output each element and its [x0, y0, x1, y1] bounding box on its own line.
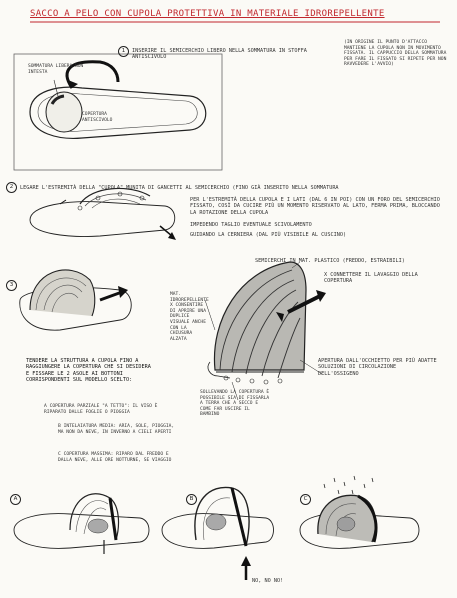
step4-label-c: C: [300, 494, 311, 505]
step2-text2: PER L'ESTREMITÀ DELLA CUPOLA E I LATI (DAL 6 IN POI) CON UN FORO DEL SEMICERCHIO FISSATO, COSÌ DA CUCIRE PIÙ UN MOMENTO RISERVATO AL LATO, FERMA PRIMA, BLOCCANDO LA ROTAZIONE DELLA CUPOLA: [190, 197, 440, 216]
dome-shell: [214, 262, 306, 370]
step3-label-connect: X CONNETTERE IL LAVAGGIO DELLA COPERTURA: [324, 272, 418, 285]
hood-disc: [46, 92, 82, 132]
step3-label-left: MAT. IDROREPELLENTE X CONSENTIRE DI APRIRE UNA DUPLICE VISUALE ANCHE CON LA CHIUSURA ALZATA: [170, 292, 209, 342]
step1-text: INSERIRE IL SEMICERCHIO LIBERO NELLA SOMMATURA IN STOFFA ANTISCIVOLO: [132, 48, 307, 61]
option-a-key: A: [44, 404, 47, 409]
step2-number: 2: [6, 182, 17, 193]
step1-label-top: SOMMATURA LIBERA NON INTESTA: [28, 64, 84, 75]
step3-label-semicircle: SEMICERCHI IN MAT. PLASTICO (FREDDO, ESTRAIBILI): [255, 258, 405, 264]
step2-text: LEGARE L'ESTREMITÀ DELLA "CUPOLA" MUNITA DI GANCETTI AL SEMICERCHIO (FINO GIÀ INSERITO NELLA SOMMATURA: [20, 185, 339, 191]
step4-note-b: NO, NO NO!: [252, 578, 284, 584]
step4-label-b: B: [186, 494, 197, 505]
step1-label-cover: COPERTURA ANTISCIVOLO: [82, 112, 113, 123]
option-b-key: B: [58, 424, 61, 429]
option-c-text: COPERTURA MASSIMA: RIPARO DAL FREDDO E DALLA NEVE, ALLE ORE NOTTURNE, SE VIAGGIO: [58, 452, 172, 463]
step3-dome: [205, 262, 326, 400]
step4-label-a: A: [10, 494, 21, 505]
page-title: SACCO A PELO CON CUPOLA PROTETTIVA IN MATERIALE IDROREPELLENTE: [30, 9, 385, 19]
step3-option-a: [44, 404, 174, 415]
step2-bag: [30, 202, 175, 237]
step3-number: 3: [6, 280, 17, 291]
step1-side-note: (IN ORIGINE IL PUNTO D'ATTACCO MANTIENE LA CUPOLA NON IN MOVIMENTO FISSATA. IL CAPPUCCIO DELLA SOMMATURA PER FARE IL FISSATO SI RIPETE PER NON RAVVEDERE L'AVVIO): [344, 40, 447, 68]
step3-option-b: [58, 424, 178, 435]
step2-sketch: [30, 188, 176, 240]
small-dome: [30, 270, 95, 316]
step4-sketch-a: [14, 494, 149, 554]
option-a-text: COPERTURA PARZIALE "A TETTO": IL VISO È RIPARATO DALLE FOGLIE O PIOGGIA: [44, 404, 158, 415]
step2-text3: IMPEDENDO TAGLIO EVENTUALE SCIVOLAMENTO: [190, 222, 312, 228]
step4-sketch-b: [162, 487, 274, 580]
step3-label-bottom: SOLLEVANDO LA COPERTURA È POSSIBILE SIA DI FISSARLA A TERRA CHE A SECCO E COME FAR USCIRE IL BAMBINO: [200, 390, 270, 418]
option-c-key: C: [58, 452, 61, 457]
step3-option-c: [58, 452, 178, 463]
option-b-text: INTELAIATURA MEDIA: ARIA, SOLE, PIOGGIA, MA NON DA NEVE, IN INVERNO A CIELI APERTI: [58, 424, 175, 435]
step4-sketch-c: [300, 476, 419, 548]
step1-number: 1: [118, 46, 129, 57]
step2-text4: GUIDANDO LA CERNIERA (DAL PIÙ VISIBILE AL CUSCINO): [190, 232, 347, 238]
step3-left-sketch: [20, 270, 131, 330]
step3-label-opening: APERTURA DALL'OCCHIETTO PER PIÙ ADATTE SOLUZIONI DI CIRCOLAZIONE DELL'OSSIGENO: [318, 358, 437, 377]
step3-instructions: TENDERE LA STRUTTURA A CUPOLA FINO A RAGGIUNGERE LA COPERTURA CHE SI DESIDERA E FISSARE LE 2 ASOLE AI BOTTONI CORRISPONDENTI SUL MODELLO SCELTO:: [26, 358, 151, 384]
